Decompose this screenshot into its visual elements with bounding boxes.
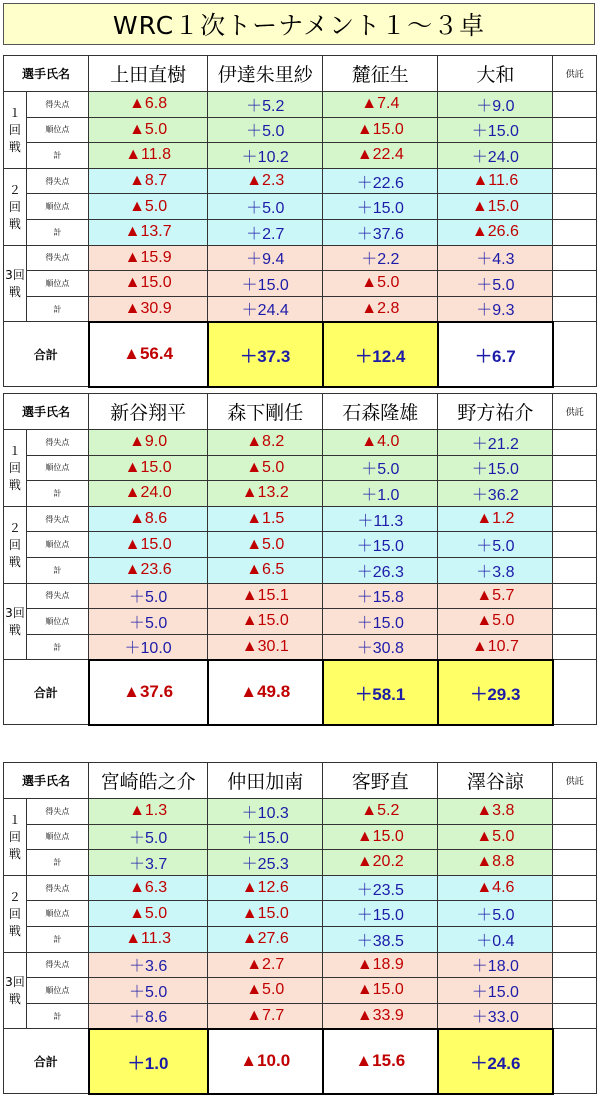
- score-cell: ＋30.8: [323, 634, 438, 660]
- deposit-cell: [553, 481, 597, 507]
- score-cell: ＋37.6: [323, 219, 438, 245]
- score-cell: ▲30.9: [89, 296, 208, 322]
- header-row: [4, 763, 597, 799]
- deposit-cell: [553, 557, 597, 583]
- table-row: [4, 430, 597, 456]
- total-score-cell: ＋37.3: [208, 322, 323, 387]
- deposit-cell: [553, 583, 597, 609]
- table-row: [4, 219, 597, 245]
- player-name: 客野直: [323, 763, 438, 799]
- round-label: 3回戦: [4, 952, 27, 1029]
- row-label: 計: [26, 850, 88, 876]
- score-cell: ＋15.0: [438, 117, 553, 143]
- score-cell: ＋11.3: [323, 506, 438, 532]
- score-cell: ▲22.4: [323, 143, 438, 169]
- deposit-cell: [553, 1029, 597, 1094]
- total-score-cell: ▲56.4: [89, 322, 208, 387]
- row-label: 順位点: [26, 194, 88, 220]
- deposit-cell: [553, 609, 597, 635]
- table-row: [4, 92, 597, 118]
- page-title: WRC１次トーナメント１〜３卓: [3, 3, 595, 45]
- row-label: 得失点: [26, 799, 88, 825]
- row-label: 得失点: [26, 92, 88, 118]
- total-row: [4, 1029, 597, 1094]
- table-row: [4, 245, 597, 271]
- score-cell: ▲18.9: [323, 952, 438, 978]
- score-cell: ▲15.0: [438, 194, 553, 220]
- score-cell: ▲24.0: [89, 481, 208, 507]
- row-label: 得失点: [26, 245, 88, 271]
- table-row: [4, 824, 597, 850]
- score-cell: ▲5.0: [323, 271, 438, 297]
- player-name: 澤谷諒: [438, 763, 553, 799]
- score-cell: ▲15.0: [208, 609, 323, 635]
- score-cell: ▲8.6: [89, 506, 208, 532]
- deposit-cell: [553, 455, 597, 481]
- score-cell: ▲20.2: [323, 850, 438, 876]
- row-label: 順位点: [26, 824, 88, 850]
- score-cell: ▲5.0: [208, 978, 323, 1004]
- row-label: 計: [26, 557, 88, 583]
- total-label: 合計: [4, 660, 89, 725]
- deposit-cell: [553, 296, 597, 322]
- player-name: 新谷翔平: [89, 394, 208, 430]
- player-name: 仲田加南: [208, 763, 323, 799]
- score-cell: ＋24.0: [438, 143, 553, 169]
- row-label: 得失点: [26, 952, 88, 978]
- score-cell: ▲15.1: [208, 583, 323, 609]
- score-cell: ▲8.8: [438, 850, 553, 876]
- table-row: [4, 557, 597, 583]
- row-label: 計: [26, 634, 88, 660]
- player-name: 麓征生: [323, 56, 438, 92]
- score-cell: ▲9.0: [89, 430, 208, 456]
- total-score-cell: ▲49.8: [208, 660, 323, 725]
- row-label: 計: [26, 143, 88, 169]
- score-cell: ＋38.5: [323, 926, 438, 952]
- score-cell: ＋23.5: [323, 875, 438, 901]
- score-cell: ▲5.7: [438, 583, 553, 609]
- score-cell: ＋9.4: [208, 245, 323, 271]
- table-row: [4, 1003, 597, 1029]
- score-cell: ＋9.3: [438, 296, 553, 322]
- round-label: １回戦: [4, 92, 27, 169]
- deposit-cell: [553, 117, 597, 143]
- score-cell: ＋15.0: [438, 455, 553, 481]
- round-label: １回戦: [4, 799, 27, 876]
- deposit-cell: [553, 322, 597, 387]
- player-name: 伊達朱里紗: [208, 56, 323, 92]
- score-cell: ▲23.6: [89, 557, 208, 583]
- row-label: 得失点: [26, 168, 88, 194]
- score-cell: ▲15.0: [89, 455, 208, 481]
- score-cell: ▲15.0: [208, 901, 323, 927]
- round-label: 3回戦: [4, 245, 27, 322]
- score-cell: ＋5.0: [323, 455, 438, 481]
- score-cell: ▲1.2: [438, 506, 553, 532]
- row-label: 計: [26, 296, 88, 322]
- score-cell: ▲7.4: [323, 92, 438, 118]
- score-cell: ▲8.7: [89, 168, 208, 194]
- score-cell: ▲5.0: [208, 532, 323, 558]
- row-label: 得失点: [26, 430, 88, 456]
- score-cell: ＋15.0: [208, 824, 323, 850]
- deposit-cell: [553, 143, 597, 169]
- row-label: 順位点: [26, 978, 88, 1004]
- score-cell: ＋2.7: [208, 219, 323, 245]
- deposit-cell: [553, 634, 597, 660]
- score-cell: ＋5.2: [208, 92, 323, 118]
- score-cell: ▲5.0: [208, 455, 323, 481]
- header-row: [4, 56, 597, 92]
- deposit-cell: [553, 875, 597, 901]
- score-cell: ▲12.6: [208, 875, 323, 901]
- score-cell: ＋5.0: [438, 901, 553, 927]
- score-cell: ＋10.3: [208, 799, 323, 825]
- player-name-header: 選手氏名: [4, 394, 89, 430]
- score-cell: ＋15.0: [323, 194, 438, 220]
- total-score-cell: ＋1.0: [89, 1029, 208, 1094]
- table-row: [4, 143, 597, 169]
- score-cell: ▲15.0: [89, 532, 208, 558]
- table-row: [4, 875, 597, 901]
- score-cell: ＋2.2: [323, 245, 438, 271]
- total-score-cell: ＋58.1: [323, 660, 438, 725]
- table-row: [4, 609, 597, 635]
- score-cell: ▲11.6: [438, 168, 553, 194]
- score-cell: ▲1.3: [89, 799, 208, 825]
- row-label: 計: [26, 481, 88, 507]
- row-label: 順位点: [26, 532, 88, 558]
- score-table-2: [3, 393, 597, 726]
- round-label: ２回戦: [4, 168, 27, 245]
- player-name: 宮崎皓之介: [89, 763, 208, 799]
- score-cell: ▲15.0: [323, 978, 438, 1004]
- score-cell: ＋26.3: [323, 557, 438, 583]
- score-cell: ▲6.3: [89, 875, 208, 901]
- total-score-cell: ＋6.7: [438, 322, 553, 387]
- deposit-cell: [553, 1003, 597, 1029]
- player-name: 石森隆雄: [323, 394, 438, 430]
- table-row: [4, 634, 597, 660]
- score-cell: ▲11.8: [89, 143, 208, 169]
- total-row: [4, 322, 597, 387]
- score-table-1: [3, 55, 597, 388]
- deposit-header: 供託: [553, 763, 597, 799]
- table-row: [4, 271, 597, 297]
- score-cell: ＋5.0: [438, 271, 553, 297]
- player-name: 大和: [438, 56, 553, 92]
- score-cell: ＋15.0: [323, 609, 438, 635]
- deposit-cell: [553, 926, 597, 952]
- score-cell: ＋21.2: [438, 430, 553, 456]
- total-label: 合計: [4, 1029, 89, 1094]
- score-cell: ＋15.8: [323, 583, 438, 609]
- score-cell: ▲4.6: [438, 875, 553, 901]
- total-label: 合計: [4, 322, 89, 387]
- round-label: 3回戦: [4, 583, 27, 660]
- table-row: [4, 481, 597, 507]
- score-cell: ＋33.0: [438, 1003, 553, 1029]
- score-cell: ＋18.0: [438, 952, 553, 978]
- score-cell: ▲5.2: [323, 799, 438, 825]
- player-name: 野方祐介: [438, 394, 553, 430]
- score-cell: ▲13.2: [208, 481, 323, 507]
- score-cell: ▲1.5: [208, 506, 323, 532]
- table-row: [4, 583, 597, 609]
- deposit-cell: [553, 219, 597, 245]
- score-cell: ＋4.3: [438, 245, 553, 271]
- score-cell: ＋8.6: [89, 1003, 208, 1029]
- score-cell: ▲27.6: [208, 926, 323, 952]
- deposit-cell: [553, 660, 597, 725]
- score-cell: ▲2.7: [208, 952, 323, 978]
- score-cell: ＋24.4: [208, 296, 323, 322]
- row-label: 得失点: [26, 875, 88, 901]
- deposit-cell: [553, 799, 597, 825]
- score-cell: ▲10.7: [438, 634, 553, 660]
- score-cell: ＋1.0: [323, 481, 438, 507]
- table-row: [4, 117, 597, 143]
- score-cell: ▲6.8: [89, 92, 208, 118]
- table-row: [4, 850, 597, 876]
- row-label: 順位点: [26, 609, 88, 635]
- score-cell: ＋10.2: [208, 143, 323, 169]
- deposit-cell: [553, 168, 597, 194]
- score-cell: ＋15.0: [438, 978, 553, 1004]
- deposit-cell: [553, 271, 597, 297]
- row-label: 計: [26, 219, 88, 245]
- player-name: 森下剛任: [208, 394, 323, 430]
- total-score-cell: ＋29.3: [438, 660, 553, 725]
- deposit-header: 供託: [553, 394, 597, 430]
- score-cell: ▲15.9: [89, 245, 208, 271]
- row-label: 順位点: [26, 455, 88, 481]
- score-cell: ＋3.6: [89, 952, 208, 978]
- score-cell: ▲3.8: [438, 799, 553, 825]
- total-score-cell: ＋24.6: [438, 1029, 553, 1094]
- table-row: [4, 455, 597, 481]
- total-score-cell: ▲10.0: [208, 1029, 323, 1094]
- table-row: [4, 978, 597, 1004]
- table-row: [4, 296, 597, 322]
- deposit-cell: [553, 532, 597, 558]
- score-cell: ＋9.0: [438, 92, 553, 118]
- score-cell: ▲5.0: [89, 194, 208, 220]
- round-label: １回戦: [4, 430, 27, 507]
- score-cell: ▲8.2: [208, 430, 323, 456]
- score-cell: ▲13.7: [89, 219, 208, 245]
- score-cell: ▲26.6: [438, 219, 553, 245]
- score-cell: ▲5.0: [438, 609, 553, 635]
- score-table-3: [3, 762, 597, 1095]
- score-cell: ＋0.4: [438, 926, 553, 952]
- score-cell: ▲2.8: [323, 296, 438, 322]
- score-cell: ▲5.0: [89, 901, 208, 927]
- score-cell: ＋5.0: [208, 194, 323, 220]
- score-cell: ＋3.7: [89, 850, 208, 876]
- score-cell: ＋15.0: [323, 901, 438, 927]
- table-row: [4, 799, 597, 825]
- score-cell: ＋25.3: [208, 850, 323, 876]
- score-cell: ＋5.0: [438, 532, 553, 558]
- score-cell: ＋3.8: [438, 557, 553, 583]
- score-cell: ＋5.0: [89, 583, 208, 609]
- deposit-cell: [553, 245, 597, 271]
- score-cell: ▲15.0: [323, 117, 438, 143]
- total-score-cell: ▲15.6: [323, 1029, 438, 1094]
- total-row: [4, 660, 597, 725]
- deposit-cell: [553, 850, 597, 876]
- score-cell: ▲2.3: [208, 168, 323, 194]
- row-label: 順位点: [26, 271, 88, 297]
- deposit-cell: [553, 824, 597, 850]
- score-cell: ▲15.0: [323, 824, 438, 850]
- player-name-header: 選手氏名: [4, 763, 89, 799]
- row-label: 順位点: [26, 901, 88, 927]
- score-cell: ▲5.0: [438, 824, 553, 850]
- score-cell: ▲7.7: [208, 1003, 323, 1029]
- score-cell: ＋36.2: [438, 481, 553, 507]
- table-row: [4, 952, 597, 978]
- score-cell: ＋22.6: [323, 168, 438, 194]
- score-cell: ＋15.0: [323, 532, 438, 558]
- table-row: [4, 901, 597, 927]
- row-label: 計: [26, 926, 88, 952]
- score-cell: ▲4.0: [323, 430, 438, 456]
- deposit-cell: [553, 92, 597, 118]
- deposit-cell: [553, 506, 597, 532]
- score-cell: ＋5.0: [89, 978, 208, 1004]
- deposit-cell: [553, 952, 597, 978]
- row-label: 順位点: [26, 117, 88, 143]
- score-cell: ▲11.3: [89, 926, 208, 952]
- score-cell: ▲30.1: [208, 634, 323, 660]
- table-row: [4, 168, 597, 194]
- score-cell: ＋5.0: [89, 824, 208, 850]
- score-cell: ▲5.0: [89, 117, 208, 143]
- table-row: [4, 926, 597, 952]
- deposit-cell: [553, 978, 597, 1004]
- header-row: [4, 394, 597, 430]
- deposit-header: 供託: [553, 56, 597, 92]
- round-label: ２回戦: [4, 506, 27, 583]
- player-name-header: 選手氏名: [4, 56, 89, 92]
- deposit-cell: [553, 430, 597, 456]
- score-cell: ＋5.0: [208, 117, 323, 143]
- round-label: ２回戦: [4, 875, 27, 952]
- table-row: [4, 506, 597, 532]
- score-cell: ▲15.0: [89, 271, 208, 297]
- score-cell: ＋15.0: [208, 271, 323, 297]
- score-cell: ＋5.0: [89, 609, 208, 635]
- player-name: 上田直樹: [89, 56, 208, 92]
- table-row: [4, 532, 597, 558]
- score-cell: ▲33.9: [323, 1003, 438, 1029]
- row-label: 得失点: [26, 506, 88, 532]
- row-label: 得失点: [26, 583, 88, 609]
- table-row: [4, 194, 597, 220]
- row-label: 計: [26, 1003, 88, 1029]
- deposit-cell: [553, 194, 597, 220]
- deposit-cell: [553, 901, 597, 927]
- score-cell: ▲6.5: [208, 557, 323, 583]
- score-cell: ＋10.0: [89, 634, 208, 660]
- total-score-cell: ＋12.4: [323, 322, 438, 387]
- total-score-cell: ▲37.6: [89, 660, 208, 725]
